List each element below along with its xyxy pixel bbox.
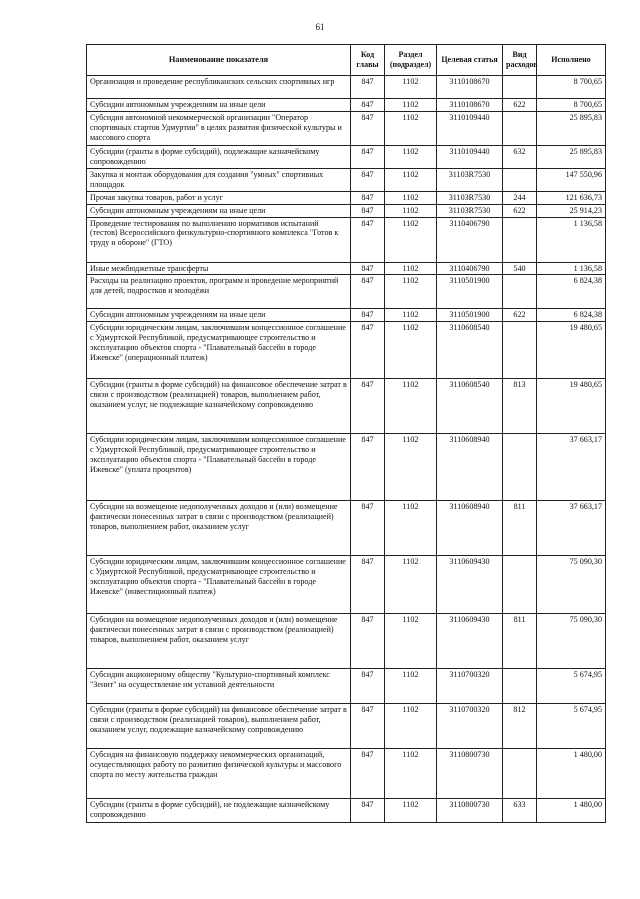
row-expense-type xyxy=(503,322,537,379)
row-expense-type: 811 xyxy=(503,614,537,669)
table-row xyxy=(87,204,606,217)
row-expense-type xyxy=(503,111,537,145)
row-code: 847 xyxy=(351,99,385,112)
row-expense-type: 632 xyxy=(503,145,537,168)
row-name: Субсидии (гранты в форме субсидий) на финансовое обеспечение затрат в связи с производством (реализацией) товаров, выполнением работ, оказанием услуг, не подлежащие казначейскому сопровождению xyxy=(87,379,351,434)
row-name: Прочая закупка товаров, работ и услуг xyxy=(87,191,351,204)
row-code: 847 xyxy=(351,379,385,434)
row-code: 847 xyxy=(351,614,385,669)
table-row xyxy=(87,275,606,309)
row-amount: 147 550,96 xyxy=(537,168,606,191)
row-target: 3110608940 xyxy=(437,434,503,501)
row-name: Закупка и монтаж оборудования для создания "умных" спортивных площадок xyxy=(87,168,351,191)
row-section: 1102 xyxy=(385,704,437,749)
row-code: 847 xyxy=(351,217,385,262)
row-section: 1102 xyxy=(385,168,437,191)
row-section: 1102 xyxy=(385,204,437,217)
budget-table xyxy=(86,44,606,823)
row-section: 1102 xyxy=(385,275,437,309)
row-target: 3110109440 xyxy=(437,145,503,168)
row-section: 1102 xyxy=(385,191,437,204)
row-name: Субсидии автономным учреждениям на иные цели xyxy=(87,309,351,322)
table-row xyxy=(87,145,606,168)
page-number: 61 xyxy=(315,22,325,32)
row-name: Иные межбюджетные трансферты xyxy=(87,262,351,275)
table-row xyxy=(87,168,606,191)
row-name: Субсидия автономной некоммерческой организации "Оператор спортивных стартов Удмуртии" в целях развития физической культуры и массового спорта xyxy=(87,111,351,145)
table-row xyxy=(87,799,606,823)
row-name: Субсидия на финансовую поддержку некоммерческих организаций, осуществляющих работу по развитию физической культуры и массового спорта по месту жительства граждан xyxy=(87,749,351,799)
row-code: 847 xyxy=(351,434,385,501)
row-code: 847 xyxy=(351,168,385,191)
row-target: 3110609430 xyxy=(437,556,503,614)
row-name: Организация и проведение республиканских сельских спортивных игр xyxy=(87,76,351,99)
row-code: 847 xyxy=(351,204,385,217)
row-section: 1102 xyxy=(385,309,437,322)
table-body xyxy=(87,76,606,823)
row-code: 847 xyxy=(351,556,385,614)
row-section: 1102 xyxy=(385,669,437,704)
row-expense-type: 540 xyxy=(503,262,537,275)
row-target: 3110501900 xyxy=(437,275,503,309)
row-name: Субсидии на возмещение недополученных доходов и (или) возмещение фактически понесенных затрат в связи с производством (реализацией) товаров, выполнением работ, оказанием услуг xyxy=(87,614,351,669)
row-code: 847 xyxy=(351,669,385,704)
row-name: Субсидии юридическим лицам, заключившим концессионное соглашение с Удмуртской Республикой, предусматривающее строительство и эксплуатацию объектов спорта - "Плавательный бассейн в городе Ижевске" (операционный платеж) xyxy=(87,322,351,379)
table-row xyxy=(87,309,606,322)
table-row xyxy=(87,111,606,145)
row-section: 1102 xyxy=(385,749,437,799)
row-section: 1102 xyxy=(385,556,437,614)
table-row xyxy=(87,191,606,204)
row-target: 3110800730 xyxy=(437,799,503,823)
row-amount: 25 914,23 xyxy=(537,204,606,217)
row-section: 1102 xyxy=(385,501,437,556)
row-section: 1102 xyxy=(385,799,437,823)
row-target: 3110700320 xyxy=(437,704,503,749)
row-target: 31103R7530 xyxy=(437,204,503,217)
table-row xyxy=(87,322,606,379)
row-name: Субсидии автономным учреждениям на иные цели xyxy=(87,204,351,217)
table-row xyxy=(87,704,606,749)
table-row xyxy=(87,614,606,669)
table-row xyxy=(87,262,606,275)
row-target: 3110700320 xyxy=(437,669,503,704)
row-code: 847 xyxy=(351,191,385,204)
table-row xyxy=(87,76,606,99)
row-target: 3110609430 xyxy=(437,614,503,669)
table-row xyxy=(87,379,606,434)
row-expense-type: 633 xyxy=(503,799,537,823)
row-amount: 1 136,58 xyxy=(537,217,606,262)
row-target: 3110608540 xyxy=(437,322,503,379)
row-section: 1102 xyxy=(385,322,437,379)
header-name: Наименование показателя xyxy=(87,45,351,76)
table-row xyxy=(87,556,606,614)
row-amount: 8 700,65 xyxy=(537,76,606,99)
row-code: 847 xyxy=(351,322,385,379)
row-name: Субсидии (гранты в форме субсидий) на финансовое обеспечение затрат в связи с производством (реализацией товаров), выполнением работ, оказанием услуг, подлежащие казначейскому сопровождению xyxy=(87,704,351,749)
row-expense-type xyxy=(503,76,537,99)
table-row xyxy=(87,501,606,556)
row-amount: 1 136,58 xyxy=(537,262,606,275)
table-row xyxy=(87,749,606,799)
row-amount: 1 480,00 xyxy=(537,749,606,799)
row-expense-type: 813 xyxy=(503,379,537,434)
row-amount: 25 895,83 xyxy=(537,111,606,145)
row-target: 3110800730 xyxy=(437,749,503,799)
row-section: 1102 xyxy=(385,379,437,434)
row-section: 1102 xyxy=(385,262,437,275)
row-expense-type xyxy=(503,217,537,262)
row-expense-type: 812 xyxy=(503,704,537,749)
row-section: 1102 xyxy=(385,217,437,262)
row-target: 3110406790 xyxy=(437,262,503,275)
header-expense-type: Вид расходов xyxy=(503,45,537,76)
header-code-main: Код главы xyxy=(351,45,385,76)
row-target: 3110501900 xyxy=(437,309,503,322)
header-executed: Исполнено xyxy=(537,45,606,76)
row-amount: 19 480,65 xyxy=(537,322,606,379)
row-expense-type xyxy=(503,275,537,309)
row-expense-type: 622 xyxy=(503,99,537,112)
row-expense-type: 622 xyxy=(503,204,537,217)
header-target: Целевая статья xyxy=(437,45,503,76)
row-amount: 8 700,65 xyxy=(537,99,606,112)
table-row xyxy=(87,669,606,704)
row-amount: 6 824,38 xyxy=(537,309,606,322)
row-expense-type xyxy=(503,556,537,614)
row-amount: 5 674,95 xyxy=(537,704,606,749)
row-expense-type xyxy=(503,434,537,501)
row-amount: 37 663,17 xyxy=(537,434,606,501)
row-code: 847 xyxy=(351,309,385,322)
row-amount: 37 663,17 xyxy=(537,501,606,556)
row-code: 847 xyxy=(351,749,385,799)
row-target: 3110406790 xyxy=(437,217,503,262)
row-amount: 1 480,00 xyxy=(537,799,606,823)
row-section: 1102 xyxy=(385,614,437,669)
row-expense-type xyxy=(503,749,537,799)
row-name: Субсидии (гранты в форме субсидий), подлежащие казначейскому сопровождению xyxy=(87,145,351,168)
row-section: 1102 xyxy=(385,434,437,501)
row-target: 3110108670 xyxy=(437,76,503,99)
row-amount: 75 090,30 xyxy=(537,556,606,614)
row-name: Субсидии автономным учреждениям на иные цели xyxy=(87,99,351,112)
row-target: 3110108670 xyxy=(437,99,503,112)
row-amount: 5 674,95 xyxy=(537,669,606,704)
row-expense-type xyxy=(503,669,537,704)
row-name: Субсидии юридическим лицам, заключившим концессионное соглашение с Удмуртской Республикой, предусматривающее строительство и эксплуатацию объектов спорта - "Плавательный бассейн в городе Ижевске" (инвестиционный платеж) xyxy=(87,556,351,614)
row-expense-type: 244 xyxy=(503,191,537,204)
row-section: 1102 xyxy=(385,111,437,145)
table-row xyxy=(87,434,606,501)
row-section: 1102 xyxy=(385,99,437,112)
header-section: Раздел (подраздел) xyxy=(385,45,437,76)
row-name: Расходы на реализацию проектов, программ и проведение мероприятий для детей, подростков и молодёжи xyxy=(87,275,351,309)
row-target: 3110109440 xyxy=(437,111,503,145)
row-code: 847 xyxy=(351,704,385,749)
table-header-row xyxy=(87,45,606,76)
row-expense-type: 622 xyxy=(503,309,537,322)
row-code: 847 xyxy=(351,262,385,275)
row-amount: 25 895,83 xyxy=(537,145,606,168)
row-name: Субсидии акционерному обществу "Культурно-спортивный комплекс "Зенит" на осуществление им уставной деятельности xyxy=(87,669,351,704)
table-row xyxy=(87,217,606,262)
row-code: 847 xyxy=(351,111,385,145)
row-amount: 75 090,30 xyxy=(537,614,606,669)
row-amount: 19 480,65 xyxy=(537,379,606,434)
row-expense-type: 811 xyxy=(503,501,537,556)
row-name: Проведение тестирования по выполнению нормативов испытаний (тестов) Всероссийского физкультурно-спортивного комплекса "Готов к труду и обороне" (ГТО) xyxy=(87,217,351,262)
row-amount: 121 636,73 xyxy=(537,191,606,204)
row-name: Субсидии (гранты в форме субсидий), не подлежащие казначейскому сопровождению xyxy=(87,799,351,823)
table-row xyxy=(87,99,606,112)
row-expense-type xyxy=(503,168,537,191)
row-name: Субсидии юридическим лицам, заключившим концессионное соглашение с Удмуртской Республикой, предусматривающее строительство и эксплуатацию объектов спорта - "Плавательный бассейн в городе Ижевске" (уплата процентов) xyxy=(87,434,351,501)
row-amount: 6 824,38 xyxy=(537,275,606,309)
row-target: 31103R7530 xyxy=(437,168,503,191)
row-section: 1102 xyxy=(385,76,437,99)
row-target: 3110608940 xyxy=(437,501,503,556)
row-target: 31103R7530 xyxy=(437,191,503,204)
row-code: 847 xyxy=(351,799,385,823)
row-code: 847 xyxy=(351,275,385,309)
row-code: 847 xyxy=(351,501,385,556)
row-code: 847 xyxy=(351,145,385,168)
row-section: 1102 xyxy=(385,145,437,168)
row-target: 3110608540 xyxy=(437,379,503,434)
row-name: Субсидии на возмещение недополученных доходов и (или) возмещение фактически понесенных затрат в связи с производством (реализацией) товаров, выполнением работ, оказанием услуг xyxy=(87,501,351,556)
row-code: 847 xyxy=(351,76,385,99)
